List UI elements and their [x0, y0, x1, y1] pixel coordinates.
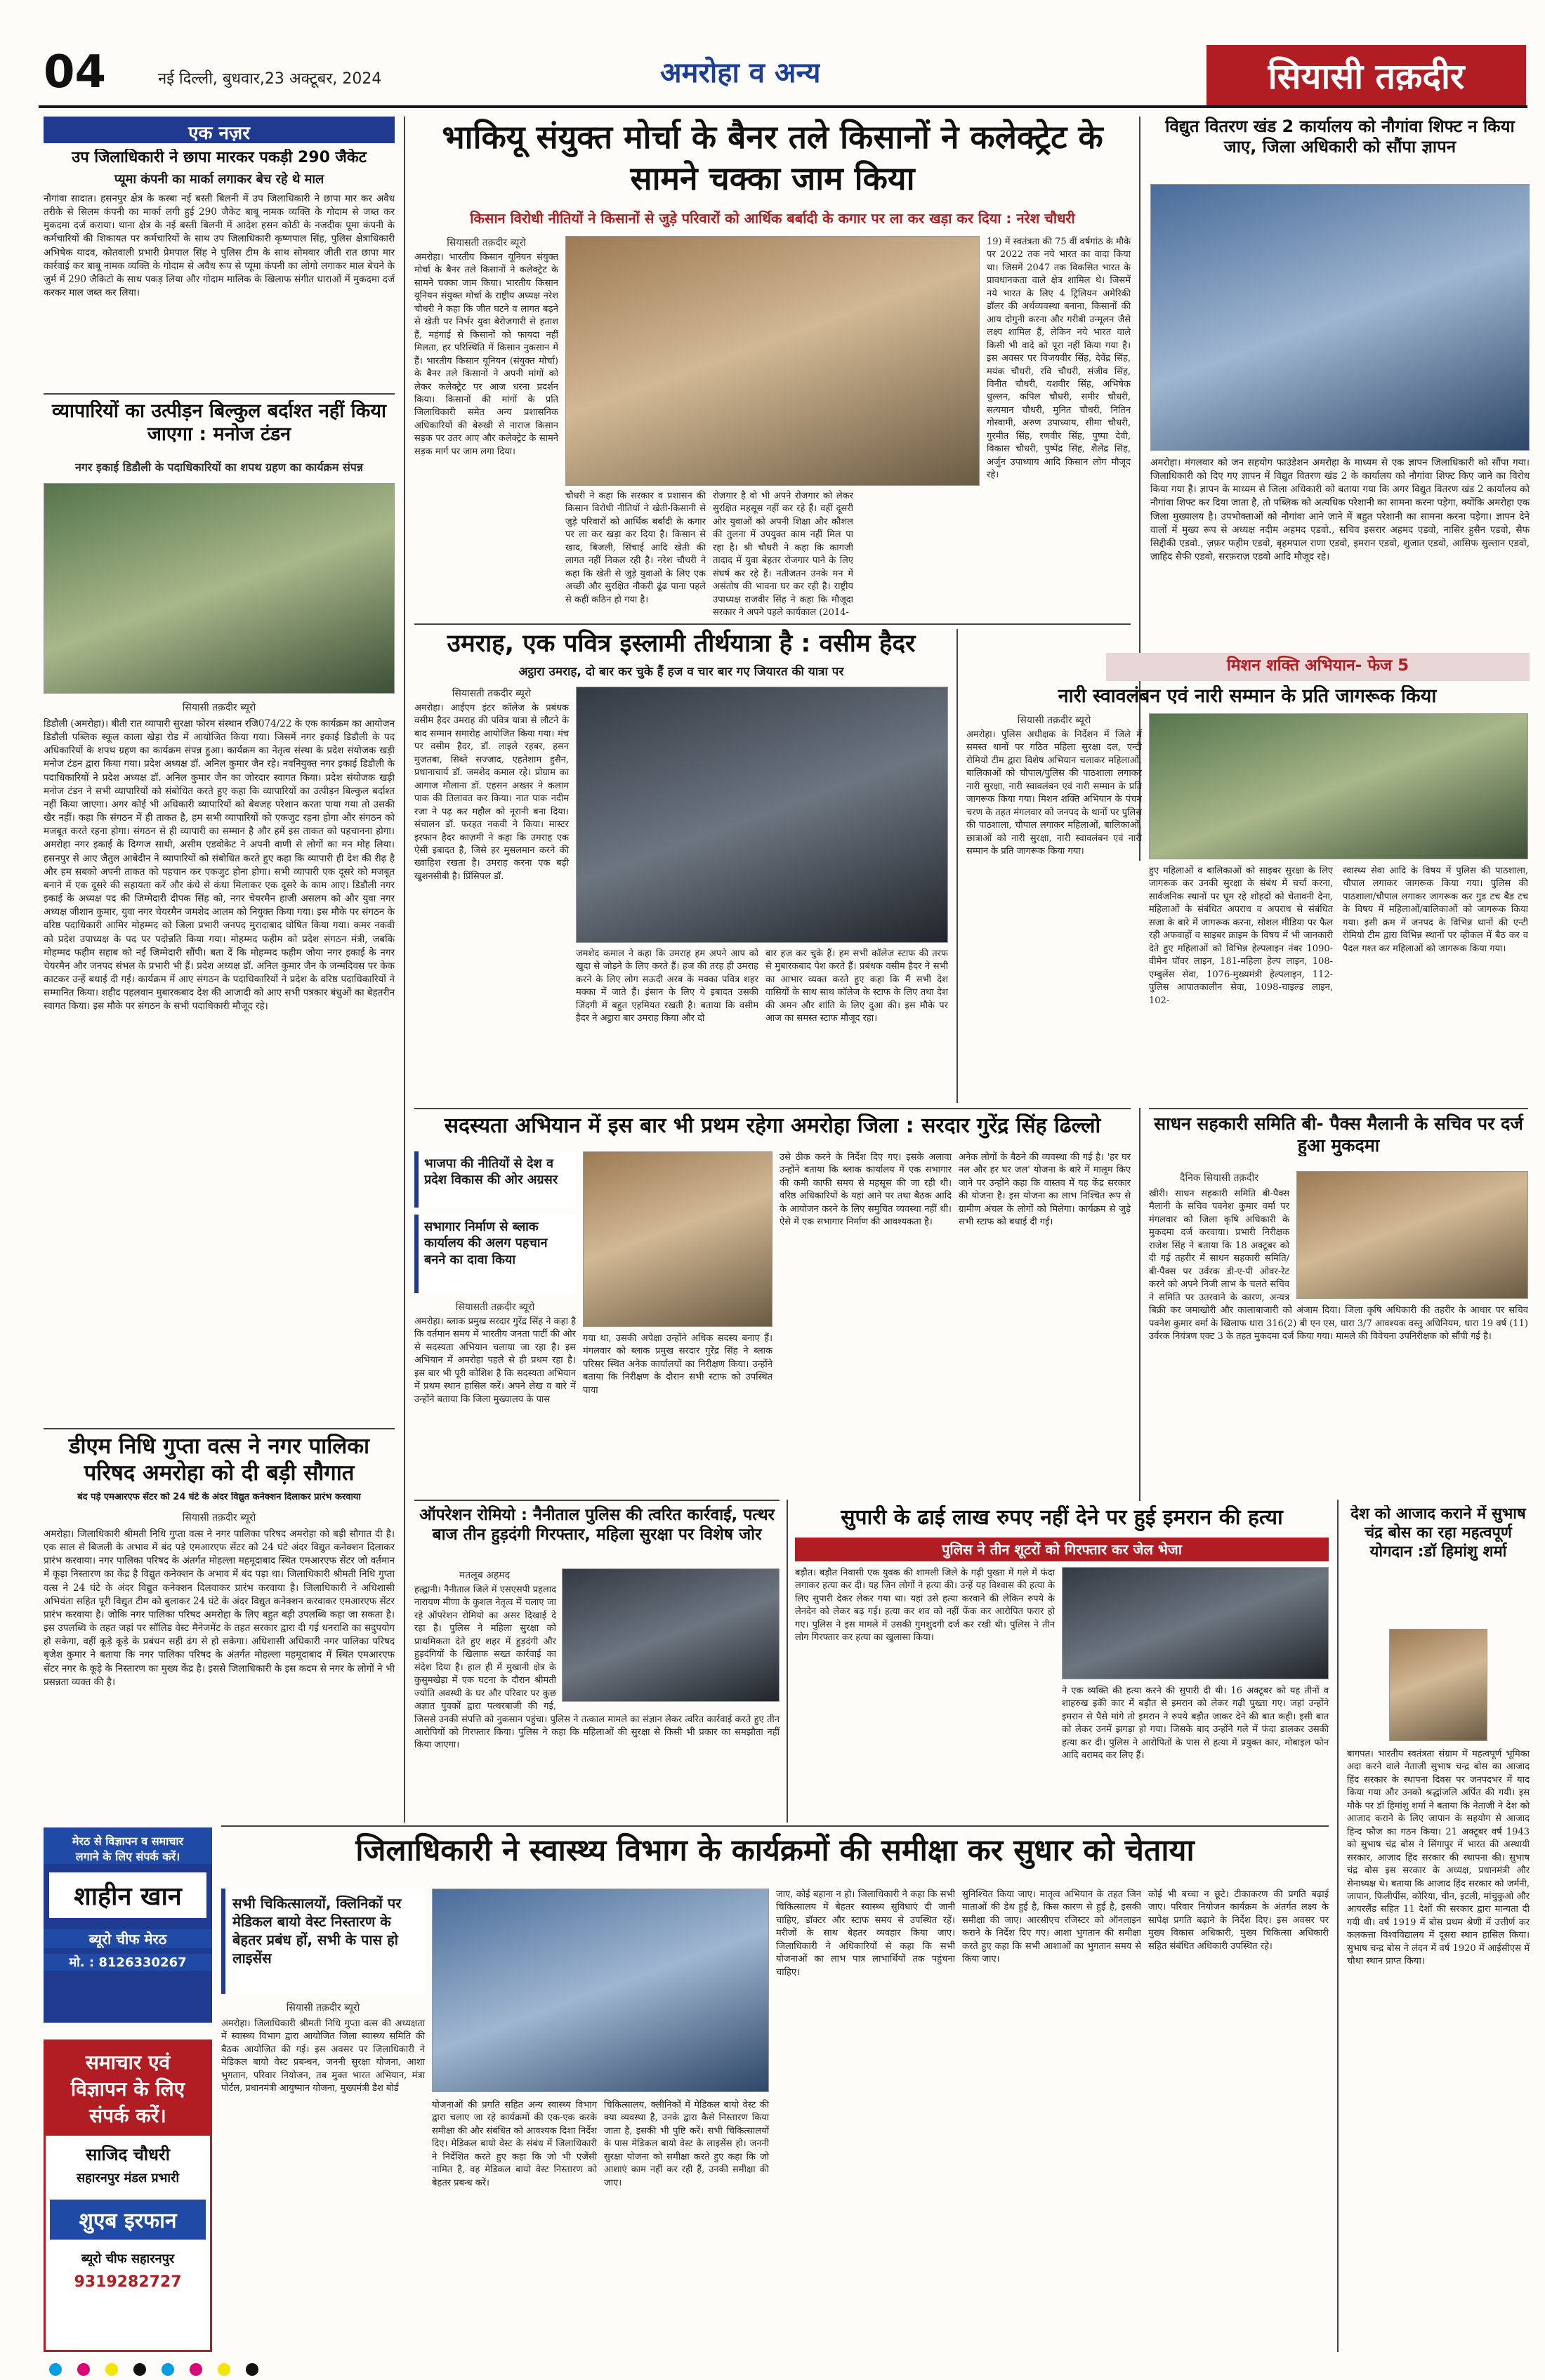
dhillon-body-4: अनेक लोगों के बैठने की व्यवस्था की गई है। 'हर घर नल और हर घर जल' योजना के बारे में मालूम किए जाने पर उन्होंने कहा कि वास्तव में यह केंद्र सरकार की योजना है। इस योजना का लाभ निश्चित रूप से ग्रामीण अंचल के लोगों को मिलेगा। कार्यक्रम से जुड़े सभी स्टाफ को बधाई दी गई।	[959, 1152, 1131, 1228]
health-body-5: सुनिश्चित किया जाए। मातृत्व अभियान के तहत जिन माताओं की डेथ हुई है, किस कारण से हुई है, इसकी समीक्षा की जाए। आरसीएच रजिस्टर को ऑनलाइन कराने के निर्देश दिए गए। आशा भुगतान की समीक्षा करते हुए कहा कि सभी आशाओं का भुगतान समय से किया जाए।	[962, 1889, 1141, 1965]
ad-saharanpur-phone: 9319282727	[74, 2273, 182, 2291]
bose-headline: देश को आजाद कराने में सुभाष चंद्र बोस का रहा महत्वपूर्ण योगदान :डॉ हिमांशु शर्मा	[1350, 1505, 1526, 1561]
umrah-headline: उमराह, एक पवित्र इस्लामी तीर्थयात्रा है : वसीम हैदर	[447, 630, 916, 658]
imran-subhead: पुलिस ने तीन शूटरों को गिरफ्तार कर जेल भेजा	[942, 1541, 1182, 1558]
divider	[44, 1428, 395, 1429]
bkm-subhead: किसान विरोधी नीतियों ने किसानों से जुड़े परिवारों को आर्थिक बर्बादी के कगार पर ला कर खड़ा कर दिया : नरेश चौधरी	[470, 210, 1075, 227]
ek-nazar-body: नौगांवा सादात। हसनपुर क्षेत्र के कस्बा नई बस्ती बिलनी में उप जिलाधिकारी ने छापा मार कर अवैध तरीके से सिलम कंपनी का मार्का लगी हुई 290 जैकेट बाबू नामक व्यक्ति के गोदाम से जब्त कर मुकदमा दर्ज कराया। थाना क्षेत्र के नई बस्ती बिलनी में आदेश हसन कोठी के नजदीक पूमा कंपनी के कर्मचारियों की शिकायत पर कर्मचारियों के साथ उप जिलाधिकारी कृष्णपाल सिंह, पुलिस क्षेत्राधिकारी अभिषेक यादव, कोतवाली प्रभारी प्रेमपाल सिंह ने पुलिस टीम के साथ सोमवार जीती रात छापा मार कार्रवाई कर बाबू नामक व्यक्ति के गोदाम से अवैध रूप से प्यूमा कंपनी का लोगो लगाकर माल बेचने के जुर्म में 290 जैकिटो के साथ पकड़ लिया और गोदाम मालिक के खिलाफ संगीत धाराओं में मुकदमा दर्ज करकर माल जब्त कर लिया।	[44, 193, 395, 299]
dhillon-body-2: गया था, उसकी अपेक्षा उन्होंने अधिक सदस्य बनाए हैं। मंगलवार को ब्लाक प्रमुख सरदार गुरेंद्र सिंह ने ब्लाक परिसर स्थित अनेक कार्यालयों का निरीक्षण किया। उन्होंने बताया कि निरीक्षण के दौरान सभी स्टाफ को उपस्थित पाया	[583, 1333, 772, 1396]
dateline: नई दिल्ली, बुधवार,23 अक्टूबर, 2024	[158, 70, 382, 88]
divider	[414, 1108, 1131, 1109]
ad-saharanpur-name: साजिद चौधरी	[86, 2145, 170, 2164]
magenta-dot-icon	[190, 2363, 202, 2376]
traders-headline: व्यापारियों का उत्पीड़न बिल्कुल बर्दाश्त नहीं किया जाएगा : मनोज टंडन	[51, 400, 386, 445]
traders-body: डिडौली (अमरोहा)। बीती रात व्यापारी सुरक्षा फोरम संस्थान रजि074/22 के एक कार्यक्रम का आयोजन डिडौली पब्लिक स्कूल काला खेड़ा रोड में आयोजित किया गया। जिसमें नगर इकाई डिडौली के पद अधिकारियों के शपथ ग्रहण का कार्यक्रम संपन्न हुआ। कार्यक्रम का नेतृत्व संस्था के प्रदेश संयोजक खड़ी मनोज टंडन द्वारा किया गया। प्रदेश अध्यक्ष डॉ. अनिल कुमार जैन रहे। नवनियुक्त नगर इकाई डिडौली के पदाधिकारियों ने प्रदेश अध्यक्ष डॉ. अनिल कुमार जैन का जोरदार स्वागत किया। प्रदेश संयोजक खड़ी मनोज टंडन ने सभी व्यापारियों को संबोधित करते हुए कहा कि व्यापारियों का उत्पीड़न बिल्कुल बर्दाश्त नहीं किया जाएगा। अगर कोई भी अधिकारी व्यापारियों को बेवजह परेशान करता पाया गया तो उसकी खैर नहीं। कहा कि संगठन में ही ताकत है, हम सभी व्यापारियों को एकजुट रहना होगा और संगठन को मजबूत करते रहना होगा। संगठन से ही व्यापारी का सम्मान है और हमें इस ताकत को पहचानना होगा। अमरोहा नगर इकाई के दिग्गज साथी, असीम एडवोकेट ने अपनी वाणी से लोगों का मन मोह लिया। हसनपुर से आए जैतुल आबेदीन ने व्यापारियों को संबोधित करते हुए कहा कि व्यापारी ही देश की रीढ़ है और हम सबको अपनी ताकत को पहचान कर एकजुट होना होगा। सभी व्यापारी एक दूसरे को मजबूत बनाने में एक दूसरे की सहायता करें और कंधे से कंधा मिलाकर एक दूसरे के काम आए। डिडौली नगर इकाई के अध्यक्ष पद की जिम्मेदारी दीपक सिंह को, नगर चेयरमैन हाजी असलम को और युवा नगर अध्यक्ष जीशान कुमार, युवा नगर चेयरमैन जमशेद आलम को नियुक्त किया गया। इस मौके पर संगठन के वरिष्ठ पदाधिकारी आमिर मोहम्मद को जिला प्रभारी जनपद मुरादाबाद घोषित किया गया। कमर नकवी को प्रदेश उपाध्यक्ष के पद पर पदोन्नति किया गया। मोहम्मद फहीम को प्रदेश संगठन मंत्री, जबकि मोहम्मद फहीम सहाब को नई जिम्मेदारी सौंपी। बता दें कि मोहम्मद फहीम जोया नगर इकाई के नगर चेयरमैन और जनपद संभल के प्रभारी भी हैं। प्रदेश अध्यक्ष डॉ. अनिल कुमार जैन के जन्मदिवस पर केक काटकर उन्हें बधाई दी गई। कार्यक्रम में आए संगठन के पदाधिकारियों ने प्रदेश के वरिष्ठ पदाधिकारियों ने सम्मानित किया। शहीद पहलवान मुबारकबाद देश की आजादी को आए सभी पत्रकार बंधुओं का बेहतरीन स्वागत किया। इस मौके पर संगठन के सभी पदाधिकारी मौजूद रहे।	[44, 718, 395, 1012]
imran-headline: सुपारी के ढाई लाख रुपए नहीं देने पर हुई इमरान की हत्या	[841, 1505, 1283, 1530]
umrah-subhead: अट्ठारा उमराह, दो बार कर चुके हैं हज व चार बार गए जियारत की यात्रा पर	[518, 665, 844, 679]
column-rule	[1337, 1500, 1339, 2352]
mission-headline: नारी स्वावलंबन एवं नारी सम्मान के प्रति जागरूक किया	[1058, 685, 1437, 707]
cooperative-body-text: खीरी। साधन सहकारी समिति बी-पैक्स मैलानी के सचिव पवनेश कुमार वर्मा पर मंगलवार को जिला कृषि अधिकारी के मुकदमा दर्ज करवाया। प्रभारी निरीक्षक राजेश सिंह ने बताया कि 18 अक्टूबर को दी गई तहरीर में साधन सहकारी समिति/बी-पैक्स पर उर्वरक डी-ए-पी ओवर-रेट करने को अपने निजी लाभ के चलते सचिव ने समिति पर उतरवाने के कारण, अन्यत्र बिक्री कर जमाखोरी और कालाबाजारी को अंजाम दिया। जिला कृषि अधिकारी की तहरीर के आधार पर सचिव पवनेश कुमार वर्मा के खिलाफ धारा 316(2) बी एन एस, धारा 3/7 आवश्यक वस्तु अधिनियम, धारा 19 वर्ष (11) उर्वरक नियंत्रण एक्ट 3 के तहत मुकदमा दर्ज किया गया। मामले की विवेचना उपनिरीक्षक को सौंपी गई है।	[1149, 1189, 1528, 1342]
column-rule	[1139, 1108, 1140, 1501]
mission-body-1: अमरोहा। पुलिस अधीक्षक के निर्देशन में जिले में समस्त थानों पर गठित महिला सुरक्षा दल, एन्टी रोमियो टीम द्वारा विशेष अभियान चलाकर महिलाओं, बालिकाओं को चौपाल/पुलिस की पाठशाला लगाकर नारी सुरक्षा, नारी स्वावलंबन एवं नारी सम्मान के प्रति जागरूक किया गया। मिशन शक्ति अभियान के पंचम चरण के तहत मंगलवार को जनपद के थानों पर पुलिस की पाठशाला, चौपाल लगाकर महिलाओं, बालिकाओं, छात्राओं को नारी सुरक्षा, नारी स्वावलंबन एवं नारी सम्मान के प्रति जागरूक किया गया।	[966, 729, 1142, 857]
dhillon-body-1: अमरोहा। ब्लाक प्रमुख सरदार गुरेंद्र सिंह ने कहा है कि वर्तमान समय में भारतीय जनता पार्टी की ओर से सदस्यता अभियान चलाया जा रहा है। इस अभियान में अमरोहा पहले से ही प्रथम रहा है। इस बार भी पूरी कोशिश है कि सदस्यता अभियान में प्रथम स्थान हासिल करें। अपने लेख व बारे में उन्होंने बताया कि जिला मुख्यालय के पास	[414, 1316, 576, 1405]
imran-body-1: बड़ौत। बड़ौत निवासी एक युवक की शामली जिले के गढ़ी पुख्ता में गले में फंदा लगाकर हत्या कर दी। यह जिन लोगों ने हत्या की। उन्हें यह विश्वास की हत्या के लिए सुपारी देकर लेकर गया था। यहां उसे हत्या करवाने की लेकिन रुपये के लेनदेन को लेकर बढ़ गई। हत्या कर शव को नहीं फेंक कर आरोपित फरार हो गए। पुलिस ने इस मामले में उसकी गुमशुदगी दर्ज कर रखी थी। पुलिस ने तीन लोग गिरफ्तार कर हत्या का खुलासा किया।	[795, 1568, 1055, 1644]
ad-saharanpur-person: शुएब इरफान	[50, 2200, 206, 2240]
photo-spacer	[556, 1584, 780, 1705]
dhillon-bullet-2: सभागार निर्माण से ब्लाक कार्यालय की अलग पहचान बनने का दावा किया	[414, 1215, 576, 1293]
dm-nidhi-subhead: बंद पड़े एमआरएफ सेंटर को 24 घंटे के अंदर विद्युत कनेक्शन दिलाकर प्रारंभ करवाया	[77, 1492, 361, 1502]
umrah-body-1: अमरोहा। आईएम इंटर कॉलेज के प्रबंधक वसीम हैदर उमराह की पवित्र यात्रा से लौटने के बाद सम्मान समारोह आयोजित किया गया। मंच पर वसीम हैदर, डॉ. लाइले रहबर, हसन मुजतबा, सिब्ते सज्जाद, एहतेशाम हुसैन, प्रधानाचार्य डॉ. जमशेद कमाल रहे। प्रोग्राम का आगाज मौलाना डॉ. एहसन अख्तर ने कलाम पाक की तिलावत कर किया। नात पाक नदीम रजा ने पढ़ कर महौल को नूरानी बना दिया। संचालन डॉ. फरहत नकवी ने किया। मास्टर इरफान हैदर काज़मी ने कहा कि उमराह एक ऐसी इबादत है, जिसे हर मुसलमान करने की ख्वाहिश रखता है। उमराह करना एक बड़ी खुशनसीबी है। प्रिंसिपल डॉ.	[414, 703, 569, 882]
dm-nidhi-headline: डीएम निधि गुप्ता वत्स ने नगर पालिका परिषद अमरोहा को दी बड़ी सौगात	[68, 1434, 370, 1486]
bkm-body-2: चौधरी ने कहा कि सरकार व प्रशासन की किसान विरोधी नीतियों ने खेती-किसानी से जुड़े परिवारों को आर्थिक बर्बादी के कगार पर ला कर खड़ा कर दिया है। किसान से खाद, बिजली, सिंचाई आदि खेती की लागत नहीं निकल रही है। नरेश चौधरी ने कहा कि खेती से जुड़े युवाओं के लिए एक अच्छी और सुरक्षित नौकरी ढूंढ पाना पहले से कहीं कठिन हो गया है।	[565, 491, 706, 605]
imran-body-2: ने एक व्यक्ति की हत्या करने की सुपारी दी थी। 16 अक्टूबर को यह तीनों व शाहरुख इकॅो कार में बड़ौत से इमरान को लेकर गढ़ी पुख्ता गए। जहां उन्होंने इमरान से पैसे मांगे तो इमरान ने रुपये बड़ौत जाकर देने की बात कही। इसी बात को लेकर उनमें झगड़ा हो गया। जिसके बाद उन्होंने गले में फंदा डालकर उसकी हत्या कर दी। पुलिस ने आरोपितों के पास से हत्या में प्रयुक्त कार, मोबाइल फोन आदि बरामद कर लिए हैं।	[1062, 1686, 1329, 1761]
ek-nazar-kicker: एक नज़र	[44, 117, 395, 143]
bkm-body-1: अमरोहा। भारतीय किसान यूनियन संयुक्त मोर्चा के बैनर तले किसानों ने कलेक्ट्रेट के सामने चक्का जाम किया। भारतीय किसान यूनियन संयुक्त मोर्चा के राष्ट्रीय अध्यक्ष नरेश चौधरी ने कहा कि जीत घटने व लागत बढ़ने से खेती पर निर्भर युवा बेरोजगारी से हताश हैं, महंगाई से किसानों को फायदा नहीं मिलता, हर परिस्थिति में किसान नुकसान में हैं। भारतीय किसान यूनियन (संयुक्त मोर्चा) के बैनर तले किसानों ने अपनी मांगों को लेकर कलेक्ट्रेट पर आज धरना प्रदर्शन किया। किसानों की मांगों के प्रति जिलाधिकारी समेत अन्य प्रशासनिक अधिकारियों की बेरुखी से नाराज किसान सड़क पर उतर आए और कलेक्ट्रेट के सामने सड़क मार्ग पर जाम लगा दिया।	[414, 252, 558, 457]
umrah-body-2: जमशेद कमाल ने कहा कि उमराह हम अपने आप को खुदा से जोड़ने के लिए करते हैं। हज की तरह ही उमराह करने के लिए लोग सऊदी अरब के मक्का पवित्र शहर मक्का में जाते हैं। इंसान के लिए ये इबादत उसकी जिंदगी में बहुत एहमियत रखती है। बताया कि वसीम हैदर ने अट्ठारा बार उमराह किया और दो	[576, 948, 758, 1024]
ad-meerut-title: ब्यूरो चीफ मेरठ	[44, 1929, 212, 1948]
column-rule	[787, 1500, 788, 1823]
bkm-protest-photo	[565, 236, 980, 486]
electricity-headline: विद्युत वितरण खंड 2 कार्यालय को नौगांवा शिफ्ट न किया जाए, जिला अधिकारी को सौंपा ज्ञापन	[1165, 117, 1515, 157]
dhillon-bullet-1: भाजपा की नीतियों से देश व प्रदेश विकास की ओर अग्रसर	[414, 1151, 576, 1208]
ad-meerut-name: शाहीन खान	[49, 1872, 206, 1918]
health-subhead: सभी चिकित्सालयों, क्लिनिकों पर मेडिकल बायो वेस्ट निस्तारण के बेहतर प्रबंध हों, सभी के पास हो लाइसेंस	[221, 1889, 425, 1994]
health-meeting-photo	[432, 1889, 769, 2092]
yellow-dot-icon	[218, 2363, 230, 2376]
masthead-rule	[39, 105, 1527, 108]
cooperative-body	[1149, 1188, 1528, 1497]
column-rule	[404, 117, 405, 1823]
ad-saharanpur-line2: विज्ञापन के लिए	[46, 2075, 210, 2102]
column-rule	[956, 629, 958, 1103]
electricity-memo-photo	[1150, 184, 1530, 451]
umrah-byline: सियासती तकदीर ब्यूरो	[452, 688, 532, 699]
bose-body: बागपत। भारतीय स्वतंत्रता संग्राम में महत्वपूर्ण भूमिका अदा करने वाले नेताजी सुभाष चन्द्र बोस का आजाद हिंद सरकार के स्थापना दिवस पर जनपदभर में याद किया गया और उनको श्रद्धांजलि अर्पित की गयी। इस मौके पर डॉ हिमांशु शर्मा ने बताया कि नेताजी ने देश को आजाद कराने के लिए जापान के सहयोग से आजाद हिन्द फौज का गठन किया। 21 अक्टूबर वर्ष 1943 को सुभाष चंद्र बोस ने सिंगापुर में भारत की अस्थायी सरकार, आजाद हिंद सरकार की स्थापना की। सुभाष चंद्र बोस इस सरकार के अध्यक्ष, प्रधानमंत्री और सेनाध्यक्ष थे। बताया कि आजाद हिंद सरकार को जर्मनी, जापान, फिलीपींस, कोरिया, चीन, इटली, मांचुकुओ और आयरलैंड सहित 11 देशों की सरकार द्वारा मान्यता दी गयी थी। वर्ष 1919 में बोस प्रथम श्रेणी में उत्तीर्ण कर कलकत्ता विश्वविद्यालय में दूसरा स्थान हासिल किया। सुभाष चन्द्र बोस ने लंदन में वर्ष 1920 में आईसीएस में चौथा स्थान प्राप्त किया।	[1347, 1749, 1530, 1967]
ad-meerut-phone: मो. : 8126330267	[44, 1954, 212, 1971]
umrah-body-3: बार हज कर चुके हैं। हम सभी कॉलेज स्टाफ की तरफ से मुबारकबाद पेश करते हैं। प्रबंधक वसीम हैदर ने सभी का आभार व्यक्त करते हुए कहा कि मैं सभी देश वासियों के साथ साथ कॉलेज के स्टाफ के लिए तथा देश की अमन और शांति के लिए दुआ की। इस मौके पर आज का समस्त स्टाफ मौजूद रहा।	[765, 948, 948, 1024]
health-body-6: कोई भी बच्चा न छूटे। टीकाकरण की प्रगति बढ़ाई जाए। परिवार नियोजन कार्यक्रम के अंतर्गत लक्ष्य के सापेक्ष प्रगति बढ़ाने के निर्देश दिए। इस अवसर पर मुख्य विकास अधिकारी, मुख्य चिकित्सा अधिकारी सहित संबंधित अधिकारी उपस्थित रहे।	[1148, 1889, 1329, 1952]
romeo-byline: मतलूब अहमद	[459, 1570, 511, 1581]
dm-nidhi-body: अमरोहा। जिलाधिकारी श्रीमती निधि गुप्ता वत्स ने नगर पालिका परिषद अमरोहा को बड़ी सौगात दी है। एक साल से बिजली के अभाव में बंद पड़े एमआरएफ सेंटर को 24 घंटे अंदर विद्युत कनेक्शन दिलाकर प्रारंभ करवाया। नगर पालिका परिषद के अंतर्गत मोहल्ला महमूदाबाद स्थित एमआरएफ सेंटर जो वर्तमान में कूड़ा निस्तारण का केंद्र है विद्युत कनेक्शन के अभाव में बंद पड़ा था। जिलाधिकारी श्रीमती निधि गुप्ता वत्स ने 24 घंटे के अंदर विद्युत कनेक्शन दिलवाकर प्रारंभ करवाया है। जिलाधिकारी ने अधिशासी अभियंता सहित पूरी विद्युत टीम को बुलाकर 24 घंटे के अंदर विद्युत कनेक्शन करवाकर एमआरएफ सेंटर प्रारंभ करवाया है। जोकि नगर पालिका परिषद अमरोहा के लिए बहुत बड़ी उपलब्धि कहा जा सकता है। इस उपलब्धि के तहत जहां पर सॉलिड वेस्ट मैनेजमेंट के तहत सरकार द्वारा दी गई धनराशि का सदुपयोग हो सकेगा, वहीं कूड़े कूड़े के प्रबंधन सही ढंग से हो सकेगा। अधिशासी अधिकारी नगर पालिका परिषद बृजेश कुमार ने बताया कि नगर पालिका परिषद के अंतर्गत मोहल्ला महमूदाबाद में स्थित एमआरएफ सेंटर नगर के कूड़े के निस्तारण का मुख्य केंद्र है। इससे जिलाधिकारी के इस कदम से नगर के लोगों ने भी प्रसन्नता व्यक्त की है।	[44, 1528, 395, 1688]
health-body-4: जाए, कोई बहाना न हो। जिलाधिकारी ने कहा कि सभी चिकित्सालय में बेहतर स्वास्थ्य सुविधाएं दी जानी चाहिए, डॉक्टर और स्टाफ समय से उपस्थित रहें। मरीजों के साथ बेहतर व्यवहार किया जाए। जिलाधिकारी ने अधिकारियों से कहा कि सभी योजनाओं का लाभ पात्र लाभार्थियों तक पहुंचना चाहिए।	[776, 1889, 955, 1978]
divider	[221, 1825, 1329, 1827]
ad-meerut-line2: लगाने के लिए संपर्क करें।	[44, 1849, 212, 1864]
mission-kicker: मिशन शक्ति अभियान- फेज 5	[1226, 656, 1409, 675]
newspaper-brand: सियासी तक़दीर	[1207, 45, 1526, 105]
health-byline: सियासी तक़दीर ब्यूरो	[286, 2002, 360, 2014]
print-registration-bar	[0, 2359, 1545, 2380]
traders-byline: सियासी तक़दीर ब्यूरो	[182, 702, 256, 713]
cyan-dot-icon	[162, 2363, 174, 2376]
health-body-2: योजनाओं की प्रगति सहित अन्य स्वास्थ्य विभाग द्वारा चलाए जा रहे कार्यक्रमों की एक-एक करके समीक्षा की और संबंधित को आवश्यक दिशा निर्देश दिए। मेडिकल बायो वेस्ट के संबंध में जिलाधिकारी ने निर्देशित करते हुए कहा कि जो भी एजेंसी नामित है, वह मेडिकल बायो वेस्ट निस्तारण को बेहतर प्रबन्ध करें।	[432, 2100, 597, 2188]
health-body-1: अमरोहा। जिलाधिकारी श्रीमती निधि गुप्ता वत्स की अध्यक्षता में स्वास्थ्य विभाग द्वारा आयोजित जिला स्वास्थ्य समिति की बैठक आयोजित की गई। इस अवसर पर जिलाधिकारी ने मेडिकल बायो वेस्ट प्रबन्धन, जननी सुरक्षा योजना, आशा भुगतान, परिवार नियोजन, तब मुक्त भारत अभियान, मंत्रा पोर्टल, प्रधानमंत्री आयुष्मान योजना, मुख्यमंत्री डैश बोर्ड	[221, 2018, 425, 2094]
cooperative-headline: साधन सहकारी समिति बी- पैक्स मैलानी के सचिव पर दर्ज हुआ मुकदमा	[1154, 1113, 1523, 1156]
health-body-3: चिकित्सालय, क्लीनिकों में मेडिकल बायो वेस्ट की क्या व्यवस्था है, उनके द्वारा कैसे निस्तारण किया जाता है, इसकी भी पुष्टि करें। सभी चिकित्सालयों के पास मेडिकल बायो वेस्ट के लाइसेंस हो। जननी सुरक्षा योजना को समीक्षा करते हुए कहा कि जो आशाएं काम नहीं कर रही हैं, उनकी समीक्षा की जाए।	[604, 2100, 769, 2188]
imran-accused-photo	[1062, 1567, 1329, 1679]
bkm-byline: सियासती तक़दीर ब्यूरो	[447, 237, 526, 249]
bkm-body-3: रोजगार है वो भी अपने रोजगार को लेकर सुरक्षित महसूस नहीं कर रहे हैं। वहीं दूसरी ओर युवाओं को अपनी शिक्षा और कौशल की तुलना में उपयुक्त काम नहीं मिल पा रहा है। श्री चौधरी ने कहा कि कागजी तादाद में युवा बेहतर रोजगार पाने के लिए संघर्ष कर रहे हैं। नतीजतन उनके मन में असंतोष की भावना घर कर रही है। राष्ट्रीय उपाध्यक्ष राजवीर सिंह ने कहा कि मौजूदा सरकार ने अपने पहले कार्यकाल (2014-	[713, 491, 853, 618]
romeo-headline: ऑपरेशन रोमियो : नैनीताल पुलिस की त्वरित कार्रवाई, पत्थर बाज तीन हुड़दंगी गिरफ्तार, महिला सुरक्षा पर विशेष जोर	[419, 1506, 775, 1545]
divider	[414, 1500, 780, 1501]
bose-portrait-photo	[1389, 1629, 1487, 1741]
umrah-ceremony-photo	[576, 687, 948, 943]
bkm-headline: भाकियू संयुक्त मोर्चा के बैनर तले किसानों ने कलेक्ट्रेट के सामने चक्का जाम किया	[442, 118, 1103, 197]
divider	[414, 623, 1131, 625]
dhillon-byline: सियासती तक़दीर ब्यूरो	[455, 1302, 535, 1313]
magenta-dot-icon	[77, 2363, 90, 2376]
ad-meerut	[44, 1827, 212, 2023]
dm-nidhi-byline: सियासी तक़दीर ब्यूरो	[182, 1512, 256, 1523]
cyan-dot-icon	[49, 2363, 62, 2376]
dhillon-headline: सदस्यता अभियान में इस बार भी प्रथम रहेगा अमरोहा जिला : सरदार गुरेंद्र सिंह ढिल्लो	[444, 1113, 1101, 1138]
ad-meerut-line1: मेरठ से विज्ञापन व समाचार	[44, 1827, 212, 1849]
section-title: अमरोहा व अन्य	[660, 57, 821, 89]
traders-subhead: नगर इकाई डिडौली के पदाधिकारियों का शपथ ग्रहण का कार्यक्रम संपन्न	[75, 461, 363, 474]
ad-saharanpur-title2: ब्यूरो चीफ सहारनपुर	[81, 2251, 175, 2266]
mission-body-2: हुए महिलाओं व बालिकाओं को साइबर सुरक्षा के लिए जागरूक कर उनकी सुरक्षा के संबंध में चर्चा करना, सार्वजनिक स्थानों पर घूम रहे शोहदों को चेतावनी देना, महिलाओं के संबंधित अपराध व अपराध से संबंधित सजा के बारे में जागरूक करना, सोशल मीडिया पर फैल रही अफवाहों व साइबर क्राइम के विषय में भी जानकारी देते हुए महिलाओं को विभिन्न हेल्पलाइन नंबर 1090-वीमेन पॉवर लाइन, 181-महिला हेल्प लाइन, 108-एम्बुलेंस सेवा, 1076-मुख्यमंत्री हेल्पलाइन, 112-पुलिस आपातकालीन सेवा, 1098-चाइल्ड लाइन, 102-	[1149, 866, 1333, 1006]
health-headline: जिलाधिकारी ने स्वास्थ्य विभाग के कार्यक्रमों की समीक्षा कर सुधार को चेताया	[355, 1833, 1195, 1868]
traders-event-photo	[44, 483, 395, 694]
ad-saharanpur-title: सहारनपुर मंडल प्रभारी	[76, 2171, 180, 2186]
divider	[1149, 1108, 1528, 1109]
bkm-body-4: 19) में स्वतंत्रता की 75 वीं वर्षगांठ के मौके पर 2022 तक नये भारत का वादा किया था। जिसमें 2047 तक विकसित भारत के प्रावधानकता वाले क्षेत्र शामिल थे। जिसमें नये भारत के लिए 4 ट्रिलियन अमेरिकी डॉलर की अर्थव्यवस्था बनाना, किसानों की आय दोगुनी करना और गरीबी उन्मूलन जैसे लक्ष्य शामिल हैं, लेकिन नये भारत वाले किसी भी वादे को पूरा नहीं किया गया है। इस अवसर पर विजयवीर सिंह, देवेंद्र सिंह, मयंक चौधरी, रवि चौधरी, संजीव सिंह, विनीत चौधरी, यशवीर सिंह, अभिषेक धुल्लन, कपिल चौधरी, समीर चौधरी, सत्यमान चौधरी, मुनित चौधरी, नितिन गोस्वामी, अरुण उपाध्याय, सीमा चौधरी, गुरमीत सिंह, रणवीर सिंह, पुष्पा देवी, विकास चौधरी, पुष्पेंद्र सिंह, शैलेंद्र सिंह, अर्जुन उपाध्याय आदि किसान लोग मौजूद रहे।	[987, 237, 1131, 481]
yellow-dot-icon	[105, 2363, 118, 2376]
dhillon-portrait-photo	[583, 1151, 772, 1327]
mission-byline: सियासी तक़दीर ब्यूरो	[1017, 715, 1091, 726]
ek-nazar-headline: उप जिलाधिकारी ने छापा मारकर पकड़ी 290 जैकेट	[72, 149, 367, 166]
cooperative-byline: दैनिक सियासी तक़दीर	[1180, 1172, 1258, 1184]
mission-awareness-photo	[1149, 713, 1528, 859]
mission-body-3: स्वास्थ्य सेवा आदि के विषय में पुलिस की पाठशाला, चौपाल लगाकर जागरूक किया गया। पुलिस की पाठशाला/चौपाल लगाकर जागरूक कर गुड टच बैड टच के विषय में महिलाओं/बालिकाओं को जागरूक किया गया। इसी क्रम में जनपद के विभिन्न थानों की एन्टी रोमियो टीम द्वारा विभिन्न स्थानों पर व्हीकल में बैठ कर व पैदल गश्त कर महिलाओं को जागरूक किया गया।	[1343, 866, 1528, 954]
ad-saharanpur-line1: समाचार एवं	[46, 2042, 210, 2075]
ad-saharanpur-line3: संपर्क करें।	[46, 2102, 210, 2136]
ad-saharanpur	[44, 2039, 212, 2352]
black-dot-icon	[133, 2363, 146, 2376]
electricity-body: अमरोहा। मंगलवार को जन सहयोग फाउंडेशन अमरोहा के माध्यम से एक ज्ञापन जिलाधिकारी को सौंपा गया। जिलाधिकारी को दिए गए ज्ञापन में विद्युत वितरण खंड 2 के कार्यालय को नौगांवा शिफ्ट किए जाने का विरोध किया गया है। ज्ञापन के माध्यम से जिला अधिकारी को बताया गया कि अगर विद्युत वितरण खंड 2 कार्यालय को नौगांवा शिफ्ट कर दिया जाता है, तो पब्लिक को अत्यधिक परेशानी का सामना करना पड़ेगा, क्योंकि अमरोहा एक जिला मुख्यालय है। उपभोक्ताओं को नौगांवा आने जाने में बहुत परेशानी का सामना करना पड़ेगा। ज्ञापन देने वालों में मुख्य रूप से अध्यक्ष नदीम अहमद एडवो., सचिव इसरार अहमद एडवो, नासिर हुसैन एडवो, सैफ सिद्दीकी एडवो., ज़फ़र फहीम एडवो, बृहमपाल राणा एडवो, इमरान एडवो, शुजात एडवो, आसिफ सुल्तान एडवो, ज़ाहिद सैफी एडवो, सरफ़राज़ एडवो आदि मौजूद रहे।	[1150, 457, 1530, 563]
page-number: 04	[44, 46, 107, 98]
black-dot-icon	[246, 2363, 258, 2376]
romeo-body	[414, 1584, 780, 1823]
romeo-body-text: हल्द्वानी। नैनीताल जिले में एसएसपी प्रहलाद नारायण मीणा के कुशल नेतृत्व में चलाए जा रहे ऑपरेशन रोमियो का असर दिखाई दे रहा है। पुलिस ने महिला सुरक्षा को प्राथमिकता देते हुए शहर में हुड़दंगी और हुड़दंगियों के खिलाफ सख्त कार्रवाई का संदेश दिया है। हाल ही में मुखानी क्षेत्र के कुसुमखेड़ा में एक घटना के दौरान श्रीमती ज्योति अवस्थी के घर और परिवार पर कुछ अज्ञात युवकों द्वारा पत्थरबाजी की गई, जिससे उनकी संपत्ति को नुकसान पहुंचा। पुलिस ने तत्काल मामले का संज्ञान लेकर त्वरित कार्रवाई करते हुए तीन आरोपियों को गिरफ्तार किया। पुलिस ने कहा कि महिलाओं की सुरक्षा से किसी भी प्रकार का समझौता नहीं किया जाएगा।	[414, 1585, 780, 1751]
divider	[44, 393, 395, 395]
photo-spacer	[1289, 1188, 1528, 1304]
dhillon-body-3: उसे ठीक करने के निर्देश दिए गए। इसके अलावा उन्होंने बताया कि ब्लाक कार्यालय में एक सभागार की कमी काफी समय से महसूस की जा रही थी। वरिष्ठ अधिकारियों के यहां आने पर तथा बैठक आदि के आयोजन करने के लिए समुचित व्यवस्था नहीं थी। ऐसे में एक सभागार निर्माण की आवश्यकता है।	[780, 1152, 952, 1228]
ek-nazar-subhead: प्यूमा कंपनी का मार्का लगाकर बेच रहे थे माल	[114, 172, 324, 187]
